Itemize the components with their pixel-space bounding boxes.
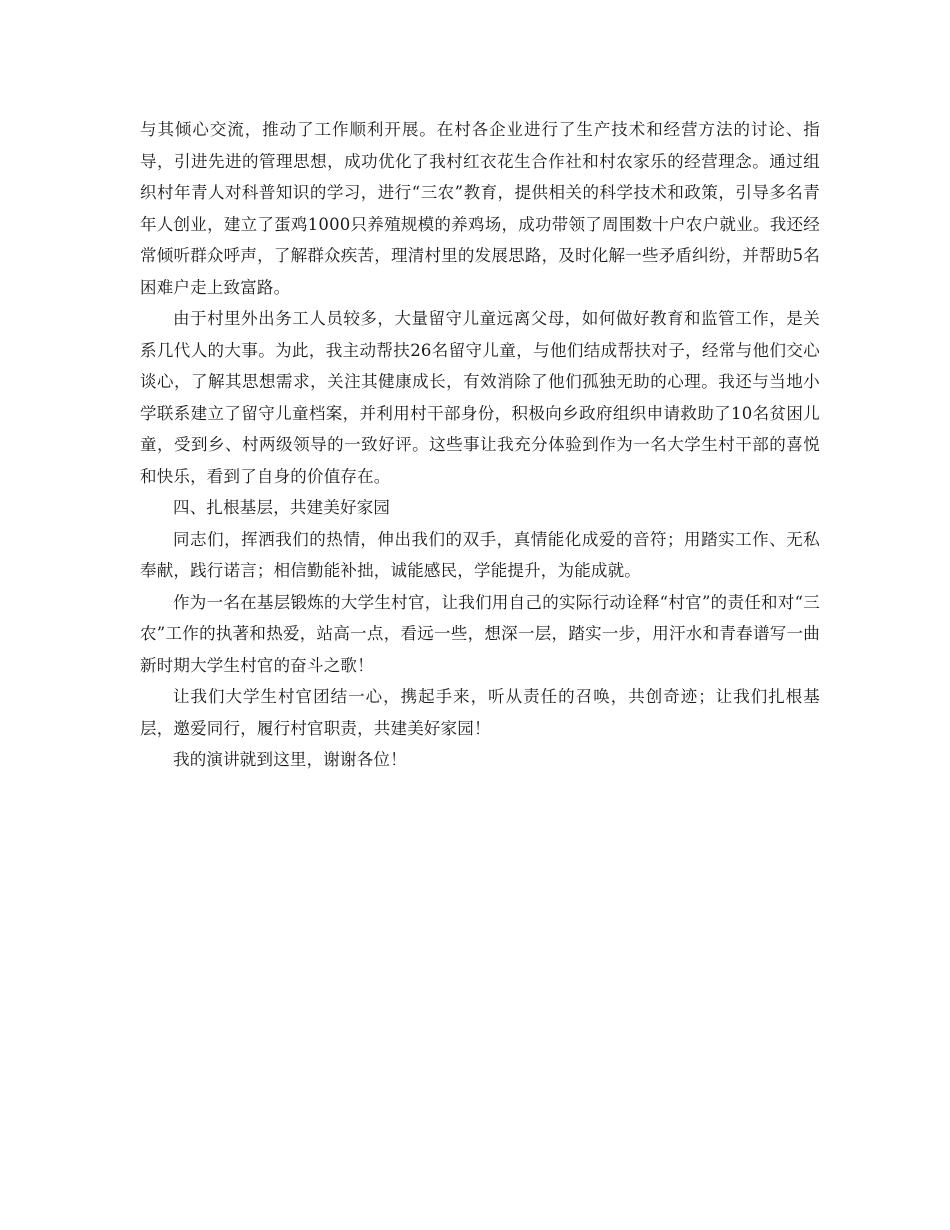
document-body [140,114,820,776]
paragraph-village-official: 作为一名在基层锻炼的大学生村官，让我们用自己的实际行动诠释“村官”的责任和对“三农”工作的执著和热爱，站高一点，看远一些，想深一层，踏实一步，用汗水和青春谱写一曲新时期大学生村官的奋斗之歌！ [140,592,820,675]
paragraph-continued: 与其倾心交流，推动了工作顺利开展。在村各企业进行了生产技术和经营方法的讨论、指导，引进先进的管理思想，成功优化了我村红衣花生合作社和村农家乐的经营理念。通过组织村年青人对科普知识的学习，进行“三农”教育，提供相关的科学技术和政策，引导多名青年人创业，建立了蛋鸡1000只养殖规模的养鸡场，成功带领了周围数十户农户就业。我还经常倾听群众呼声，了解群众疾苦，理清村里的发展思路，及时化解一些矛盾纠纷，并帮助5名困难户走上致富路。 [140,120,820,297]
paragraph-left-behind-children: 由于村里外出务工人员较多，大量留守儿童远离父母，如何做好教育和监管工作，是关系几代人的大事。为此，我主动帮扶26名留守儿童，与他们结成帮扶对子，经常与他们交心谈心，了解其思想需求，关注其健康成长，有效消除了他们孤独无助的心理。我还与当地小学联系建立了留守儿童档案，并利用村干部身份，积极向乡政府组织申请救助了10名贫困儿童，受到乡、村两级领导的一致好评。这些事让我充分体验到作为一名大学生村干部的喜悦和快乐，看到了自身的价值存在。 [140,309,820,486]
section-heading: 四、扎根基层，共建美好家园 [173,498,391,517]
paragraph-unite: 让我们大学生村官团结一心，携起手来，听从责任的召唤，共创奇迹；让我们扎根基层，邀爱同行，履行村官职责，共建美好家园！ [140,687,820,738]
paragraph-comrades: 同志们，挥洒我们的热情，伸出我们的双手，真情能化成爱的音符；用踏实工作、无私奉献，践行诺言；相信勤能补拙，诚能感民，学能提升，为能成就。 [140,529,820,580]
paragraph-closing: 我的演讲就到这里，谢谢各位！ [173,750,407,769]
